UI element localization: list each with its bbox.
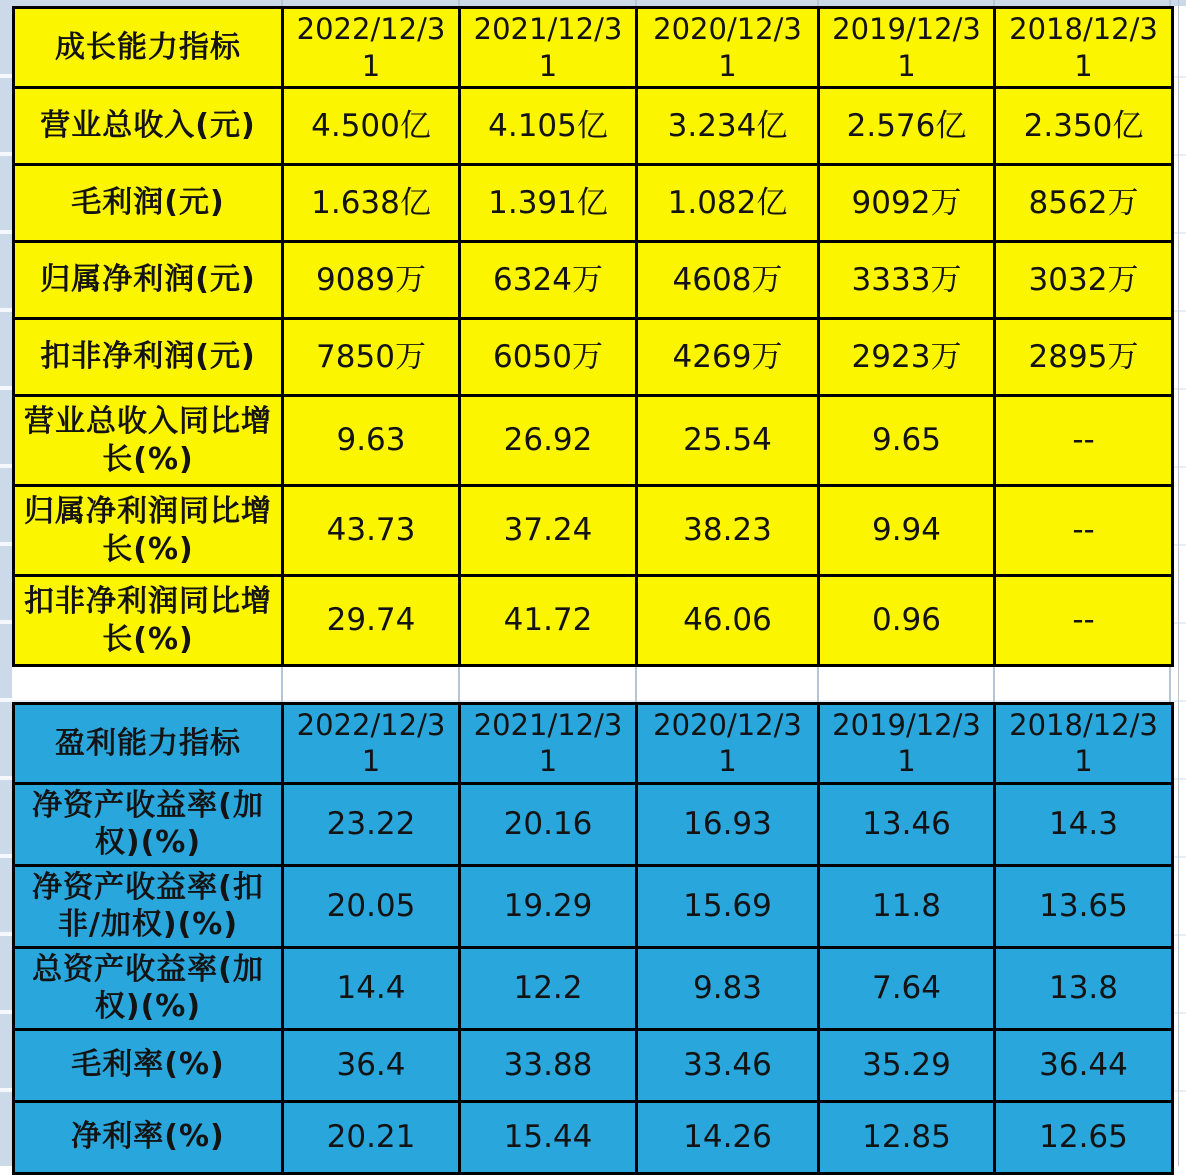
row-label-cell[interactable]: 归属净利润(元) [14,242,283,319]
row-label-cell[interactable]: 毛利率(%) [14,1029,283,1101]
value-cell[interactable]: 6050万 [460,319,637,396]
value-cell[interactable]: 7.64 [819,947,995,1029]
value-cell[interactable]: 2.576亿 [819,88,995,165]
table-row [14,576,1173,666]
value-cell[interactable]: 4608万 [637,242,819,319]
sheet-gridline [1178,0,1179,1166]
table-header-row [14,8,1173,88]
table-row [14,396,1173,486]
value-cell[interactable]: 2923万 [819,319,995,396]
profit-table-title-cell[interactable]: 盈利能力指标 [14,704,283,784]
date-header-cell[interactable]: 2020/12/31 [637,8,819,88]
value-cell[interactable]: 33.88 [460,1029,637,1101]
value-cell[interactable]: 7850万 [283,319,460,396]
sheet-left-margin [0,0,12,1166]
row-label-cell[interactable]: 归属净利润同比增长(%) [14,486,283,576]
table-row [14,947,1173,1029]
value-cell[interactable]: 36.4 [283,1029,460,1101]
value-cell[interactable]: 8562万 [995,165,1173,242]
value-cell[interactable]: 0.96 [819,576,995,666]
value-cell[interactable]: 2.350亿 [995,88,1173,165]
value-cell[interactable]: 19.29 [460,865,637,947]
row-label-cell[interactable]: 扣非净利润同比增长(%) [14,576,283,666]
table-row [14,1101,1173,1173]
date-header-cell[interactable]: 2022/12/31 [283,8,460,88]
value-cell[interactable]: 43.73 [283,486,460,576]
value-cell[interactable]: 15.69 [637,865,819,947]
value-cell[interactable]: 36.44 [995,1029,1173,1101]
value-cell[interactable]: 12.85 [819,1101,995,1173]
value-cell[interactable]: 3032万 [995,242,1173,319]
value-cell[interactable]: 11.8 [819,865,995,947]
value-cell[interactable]: 13.46 [819,783,995,865]
value-cell[interactable]: 20.21 [283,1101,460,1173]
value-cell[interactable]: -- [995,486,1173,576]
value-cell[interactable]: 9092万 [819,165,995,242]
row-label-cell[interactable]: 毛利润(元) [14,165,283,242]
table-row [14,319,1173,396]
value-cell[interactable]: 6324万 [460,242,637,319]
value-cell[interactable]: 20.16 [460,783,637,865]
value-cell[interactable]: 4269万 [637,319,819,396]
value-cell[interactable]: 14.4 [283,947,460,1029]
value-cell[interactable]: 9.83 [637,947,819,1029]
row-label-cell[interactable]: 营业总收入同比增长(%) [14,396,283,486]
date-header-cell[interactable]: 2019/12/31 [819,8,995,88]
growth-table-title-cell[interactable]: 成长能力指标 [14,8,283,88]
value-cell[interactable]: 12.2 [460,947,637,1029]
date-header-cell[interactable]: 2021/12/31 [460,8,637,88]
value-cell[interactable]: 4.105亿 [460,88,637,165]
table-row [14,88,1173,165]
value-cell[interactable]: 20.05 [283,865,460,947]
row-label-cell[interactable]: 净资产收益率(加权)(%) [14,783,283,865]
value-cell[interactable]: 13.65 [995,865,1173,947]
value-cell[interactable]: 3333万 [819,242,995,319]
row-label-cell[interactable]: 扣非净利润(元) [14,319,283,396]
date-header-cell[interactable]: 2022/12/31 [283,704,460,784]
value-cell[interactable]: 23.22 [283,783,460,865]
table-row [14,783,1173,865]
value-cell[interactable]: 15.44 [460,1101,637,1173]
value-cell[interactable]: 16.93 [637,783,819,865]
value-cell[interactable]: 25.54 [637,396,819,486]
value-cell[interactable]: 2895万 [995,319,1173,396]
value-cell[interactable]: 13.8 [995,947,1173,1029]
date-header-cell[interactable]: 2021/12/31 [460,704,637,784]
value-cell[interactable]: 41.72 [460,576,637,666]
value-cell[interactable]: 1.391亿 [460,165,637,242]
value-cell[interactable]: 35.29 [819,1029,995,1101]
row-label-cell[interactable]: 净资产收益率(扣非/加权)(%) [14,865,283,947]
value-cell[interactable]: 4.500亿 [283,88,460,165]
date-header-cell[interactable]: 2019/12/31 [819,704,995,784]
value-cell[interactable]: 1.638亿 [283,165,460,242]
table-row [14,1029,1173,1101]
value-cell[interactable]: 9.65 [819,396,995,486]
date-header-cell[interactable]: 2020/12/31 [637,704,819,784]
value-cell[interactable]: 14.26 [637,1101,819,1173]
table-row [14,242,1173,319]
value-cell[interactable]: 3.234亿 [637,88,819,165]
value-cell[interactable]: 9.94 [819,486,995,576]
value-cell[interactable]: 1.082亿 [637,165,819,242]
value-cell[interactable]: 29.74 [283,576,460,666]
value-cell[interactable]: 9.63 [283,396,460,486]
profit-indicators-table [12,702,1174,1175]
value-cell[interactable]: 37.24 [460,486,637,576]
growth-indicators-table [12,6,1174,667]
value-cell[interactable]: 12.65 [995,1101,1173,1173]
value-cell[interactable]: -- [995,396,1173,486]
value-cell[interactable]: 9089万 [283,242,460,319]
value-cell[interactable]: 26.92 [460,396,637,486]
date-header-cell[interactable]: 2018/12/31 [995,8,1173,88]
row-label-cell[interactable]: 总资产收益率(加权)(%) [14,947,283,1029]
value-cell[interactable]: 46.06 [637,576,819,666]
value-cell[interactable]: 33.46 [637,1029,819,1101]
date-header-cell[interactable]: 2018/12/31 [995,704,1173,784]
value-cell[interactable]: -- [995,576,1173,666]
value-cell[interactable]: 38.23 [637,486,819,576]
table-header-row [14,704,1173,784]
table-row [14,165,1173,242]
table-row [14,486,1173,576]
value-cell[interactable]: 14.3 [995,783,1173,865]
row-label-cell[interactable]: 净利率(%) [14,1101,283,1173]
table-row [14,865,1173,947]
row-label-cell[interactable]: 营业总收入(元) [14,88,283,165]
